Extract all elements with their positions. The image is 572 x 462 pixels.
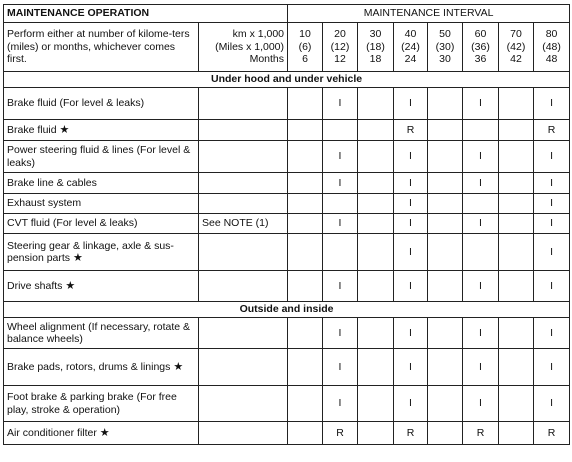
interval-mark-cell: I [534,234,570,271]
interval-mark-cell: I [534,318,570,349]
maintenance-item-label: Drive shafts [7,279,63,292]
item-note-cell [199,386,288,422]
interval-mark-cell: I [394,271,428,302]
maintenance-item-row [4,194,570,214]
maintenance-item-row [4,141,570,173]
interval-miles: (18) [366,40,385,53]
interval-mark-cell [428,318,463,349]
interval-mark-cell [288,194,323,214]
interval-mark-cell: I [394,194,428,214]
interval-mark-cell [499,120,534,141]
interval-mark-cell [288,88,323,120]
maintenance-interval-header: MAINTENANCE INTERVAL [288,5,570,23]
interval-mark-cell [463,120,499,141]
star-icon: ★ [59,123,70,136]
interval-mark-cell: I [394,141,428,173]
star-icon: ★ [65,279,76,292]
interval-mark-cell: R [534,422,570,445]
interval-mark-cell [288,173,323,194]
interval-mark-cell: I [534,173,570,194]
star-icon: ★ [99,426,110,439]
interval-mark-cell: I [534,194,570,214]
interval-mark-cell [323,120,358,141]
maintenance-operation-header: MAINTENANCE OPERATION [4,5,288,23]
maintenance-item-row [4,173,570,194]
interval-mark-cell: I [463,173,499,194]
interval-miles: (48) [542,40,561,53]
interval-col-5 [428,23,463,72]
interval-mark-cell: I [394,234,428,271]
interval-definition-row [4,23,570,72]
interval-km: 30 [369,28,382,41]
interval-miles: (42) [506,40,526,53]
interval-mark-cell [323,194,358,214]
item-note-cell [199,194,288,214]
interval-mark-cell: R [394,120,428,141]
interval-mark-cell: I [463,318,499,349]
interval-mark-cell [288,318,323,349]
item-note-cell [199,88,288,120]
interval-miles: (12) [330,40,350,53]
maintenance-item-label: Power steering fluid & lines (For level & leaks) [7,144,191,169]
interval-col-1 [288,23,323,72]
maintenance-item-cell [4,318,199,349]
interval-km: 70 [510,28,522,41]
item-note-cell [199,271,288,302]
interval-mark-cell: R [534,120,570,141]
interval-mark-cell: I [394,214,428,234]
maintenance-item-cell [4,141,199,173]
interval-mark-cell [288,234,323,271]
interval-mark-cell [358,214,394,234]
section-header-row [4,72,570,88]
section-title: Outside and inside [4,302,570,318]
interval-mark-cell [499,271,534,302]
interval-mark-cell: I [534,349,570,386]
item-note-cell [199,141,288,173]
interval-mark-cell: I [323,141,358,173]
interval-col-2 [323,23,358,72]
maintenance-item-row [4,349,570,386]
interval-miles: (24) [401,40,420,53]
interval-mark-cell [358,271,394,302]
interval-mark-cell [323,234,358,271]
star-icon: ★ [72,252,83,264]
interval-km: 20 [334,28,346,41]
interval-mark-cell [499,318,534,349]
interval-mark-cell [428,88,463,120]
interval-col-6 [463,23,499,72]
interval-km: 80 [545,28,558,41]
interval-mark-cell [358,141,394,173]
interval-mark-cell: I [394,88,428,120]
interval-mark-cell: I [463,88,499,120]
maintenance-item-label: Wheel alignment (If necessary, rotate & balance wheels) [7,320,191,345]
interval-mark-cell: I [463,214,499,234]
interval-miles: (36) [471,40,490,53]
interval-mark-cell: I [323,386,358,422]
interval-mark-cell: R [394,422,428,445]
header-row [4,5,570,23]
maintenance-item-cell [4,214,199,234]
interval-months: 24 [404,53,417,66]
interval-mark-cell [428,349,463,386]
interval-mark-cell: I [534,271,570,302]
section-header-row [4,302,570,318]
interval-mark-cell [428,141,463,173]
interval-mark-cell: I [394,386,428,422]
item-note-cell [199,318,288,349]
interval-mark-cell [463,194,499,214]
maintenance-item-row [4,120,570,141]
interval-mark-cell: I [323,88,358,120]
interval-mark-cell [428,120,463,141]
interval-months: 18 [369,53,382,66]
maintenance-item-row [4,271,570,302]
interval-miles: (30) [435,40,455,53]
maintenance-item-label: Air conditioner filter [7,426,97,439]
interval-months: 48 [545,53,558,66]
interval-col-3 [358,23,394,72]
interval-mark-cell: I [463,141,499,173]
maintenance-item-cell [4,120,199,141]
interval-mark-cell [288,386,323,422]
interval-km: 10 [299,28,311,41]
maintenance-item-cell [4,234,199,271]
interval-mark-cell: I [323,349,358,386]
interval-col-4 [394,23,428,72]
interval-mark-cell [499,422,534,445]
interval-months: 30 [439,53,451,66]
interval-mark-cell [288,141,323,173]
interval-mark-cell [499,173,534,194]
interval-unit-labels [199,23,288,72]
interval-mark-cell [358,173,394,194]
interval-months: 6 [302,53,308,66]
maintenance-item-label: Brake fluid (For level & leaks) [7,97,145,110]
interval-miles: (6) [298,40,312,53]
maintenance-item-cell [4,173,199,194]
interval-mark-cell [428,214,463,234]
interval-mark-cell [499,194,534,214]
interval-mark-cell [358,120,394,141]
interval-mark-cell [499,88,534,120]
unit-miles: (Miles x 1,000) [215,40,285,53]
maintenance-item-cell [4,349,199,386]
interval-mark-cell [499,234,534,271]
interval-mark-cell: I [534,386,570,422]
maintenance-item-cell [4,386,199,422]
maintenance-item-label: Brake pads, rotors, drums & linings [7,360,171,373]
interval-mark-cell: I [534,214,570,234]
interval-mark-cell: R [323,422,358,445]
star-icon: ★ [173,360,184,373]
item-note-cell [199,120,288,141]
interval-mark-cell [358,234,394,271]
item-note-cell [199,422,288,445]
interval-mark-cell [499,214,534,234]
interval-mark-cell [288,120,323,141]
interval-mark-cell [358,349,394,386]
interval-mark-cell [428,386,463,422]
maintenance-item-cell [4,194,199,214]
maintenance-item-row [4,422,570,445]
interval-mark-cell [428,271,463,302]
unit-months: Months [249,53,285,66]
maintenance-item-cell [4,88,199,120]
maintenance-item-row [4,88,570,120]
interval-mark-cell: I [394,173,428,194]
interval-mark-cell [499,349,534,386]
interval-mark-cell [428,173,463,194]
interval-km: 60 [474,28,487,41]
interval-mark-cell: I [534,141,570,173]
interval-mark-cell [358,318,394,349]
interval-mark-cell [288,422,323,445]
interval-mark-cell [358,194,394,214]
maintenance-item-label: CVT fluid (For level & leaks) [7,217,138,230]
item-note-cell [199,349,288,386]
interval-mark-cell: I [534,88,570,120]
interval-mark-cell [358,386,394,422]
interval-mark-cell: I [394,349,428,386]
maintenance-item-label: Exhaust system [7,197,82,210]
interval-mark-cell: I [323,173,358,194]
item-note-cell [199,234,288,271]
interval-mark-cell [358,88,394,120]
interval-col-8 [534,23,570,72]
maintenance-item-row [4,318,570,349]
maintenance-item-row [4,234,570,271]
interval-mark-cell [358,422,394,445]
maintenance-item-cell [4,271,199,302]
interval-col-7 [499,23,534,72]
interval-mark-cell: I [463,386,499,422]
maintenance-item-label: Foot brake & parking brake (For free play, stroke & operation) [7,391,177,416]
interval-mark-cell: I [323,318,358,349]
interval-mark-cell [428,422,463,445]
interval-mark-cell [288,349,323,386]
interval-mark-cell [499,141,534,173]
interval-months: 12 [334,53,346,66]
interval-km: 50 [439,28,451,41]
interval-mark-cell: I [463,349,499,386]
interval-mark-cell [499,386,534,422]
interval-mark-cell: I [323,271,358,302]
interval-km: 40 [404,28,417,41]
maintenance-item-cell [4,422,199,445]
maintenance-item-label: Brake line & cables [7,176,97,189]
interval-mark-cell [288,214,323,234]
maintenance-item-row [4,386,570,422]
maintenance-item-row [4,214,570,234]
maintenance-item-label: Steering gear & linkage, axle & sus-pension parts [7,239,174,264]
interval-mark-cell: R [463,422,499,445]
interval-condition-text: Perform either at number of kilome-ters (miles) or months, whichever comes first. [4,23,199,72]
maintenance-schedule-table [3,4,570,445]
interval-months: 42 [510,53,522,66]
interval-mark-cell: I [323,214,358,234]
item-note-cell [199,173,288,194]
interval-mark-cell [428,194,463,214]
unit-km: km x 1,000 [232,28,285,41]
interval-mark-cell [463,234,499,271]
section-title: Under hood and under vehicle [4,72,570,88]
item-note-cell: See NOTE (1) [199,214,288,234]
maintenance-item-label: Brake fluid [7,123,57,136]
interval-mark-cell [428,234,463,271]
interval-months: 36 [474,53,487,66]
interval-mark-cell [288,271,323,302]
interval-mark-cell: I [463,271,499,302]
interval-mark-cell: I [394,318,428,349]
